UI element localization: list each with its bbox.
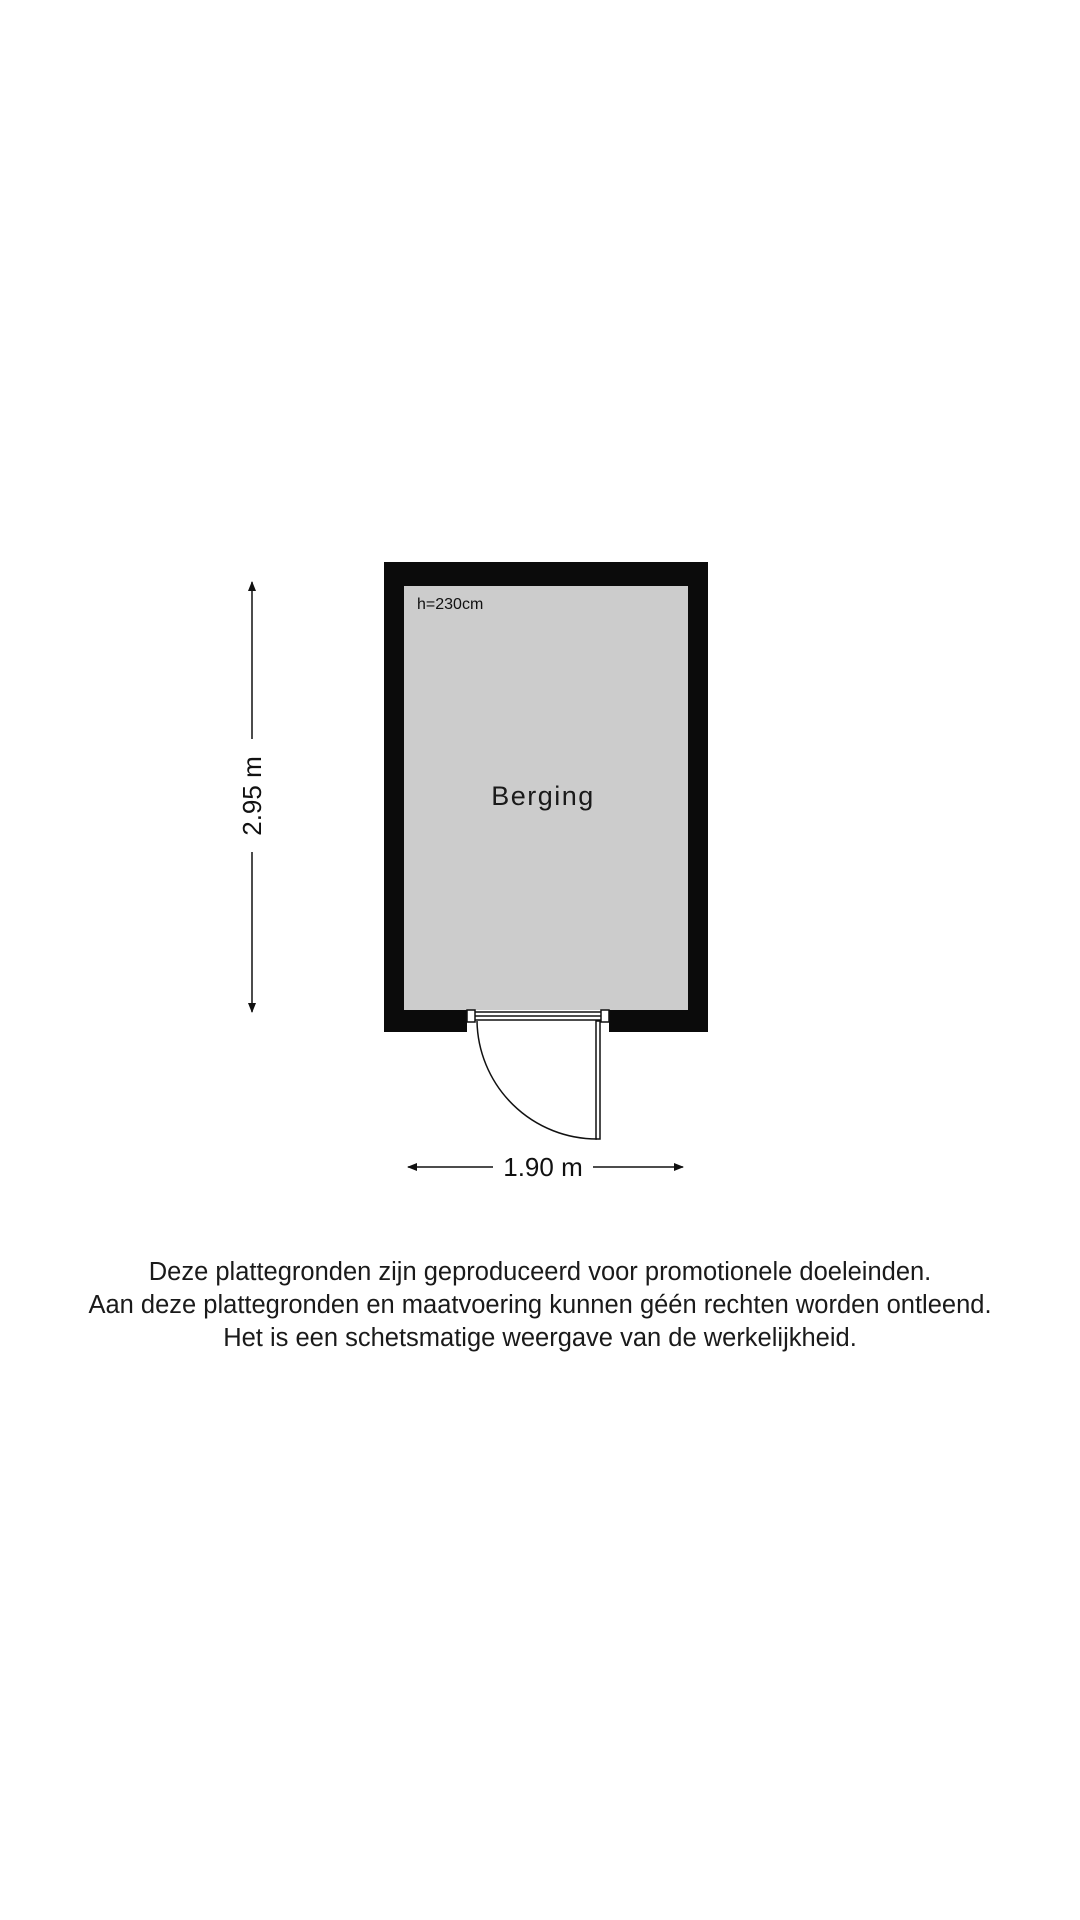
wall-right [688,562,708,1032]
wall-top [384,562,700,586]
wall-left [384,562,404,1032]
dimension-width [408,1152,683,1182]
room-name: Berging [491,781,595,811]
disclaimer [0,1256,1080,1355]
room-height-label: h=230cm [417,596,484,613]
dimension-height-label: 2.95 m [237,756,267,836]
wall-bottom-left [384,1010,467,1032]
disclaimer-line-2: Aan deze plattegronden en maatvoering kunnen géén rechten worden ontleend. [88,1291,992,1319]
door-leaf [596,1021,600,1139]
door [477,1021,600,1139]
disclaimer-line-1: Deze plattegronden zijn geproduceerd voor promotionele doeleinden. [148,1258,932,1286]
dimension-width-label: 1.90 m [503,1152,583,1182]
dimension-height [237,582,267,1012]
wall-bottom-right [609,1010,708,1032]
disclaimer-line-3: Het is een schetsmatige weergave van de werkelijkheid. [223,1324,857,1352]
door-swing-arc [477,1021,597,1139]
door-threshold [467,1010,609,1032]
